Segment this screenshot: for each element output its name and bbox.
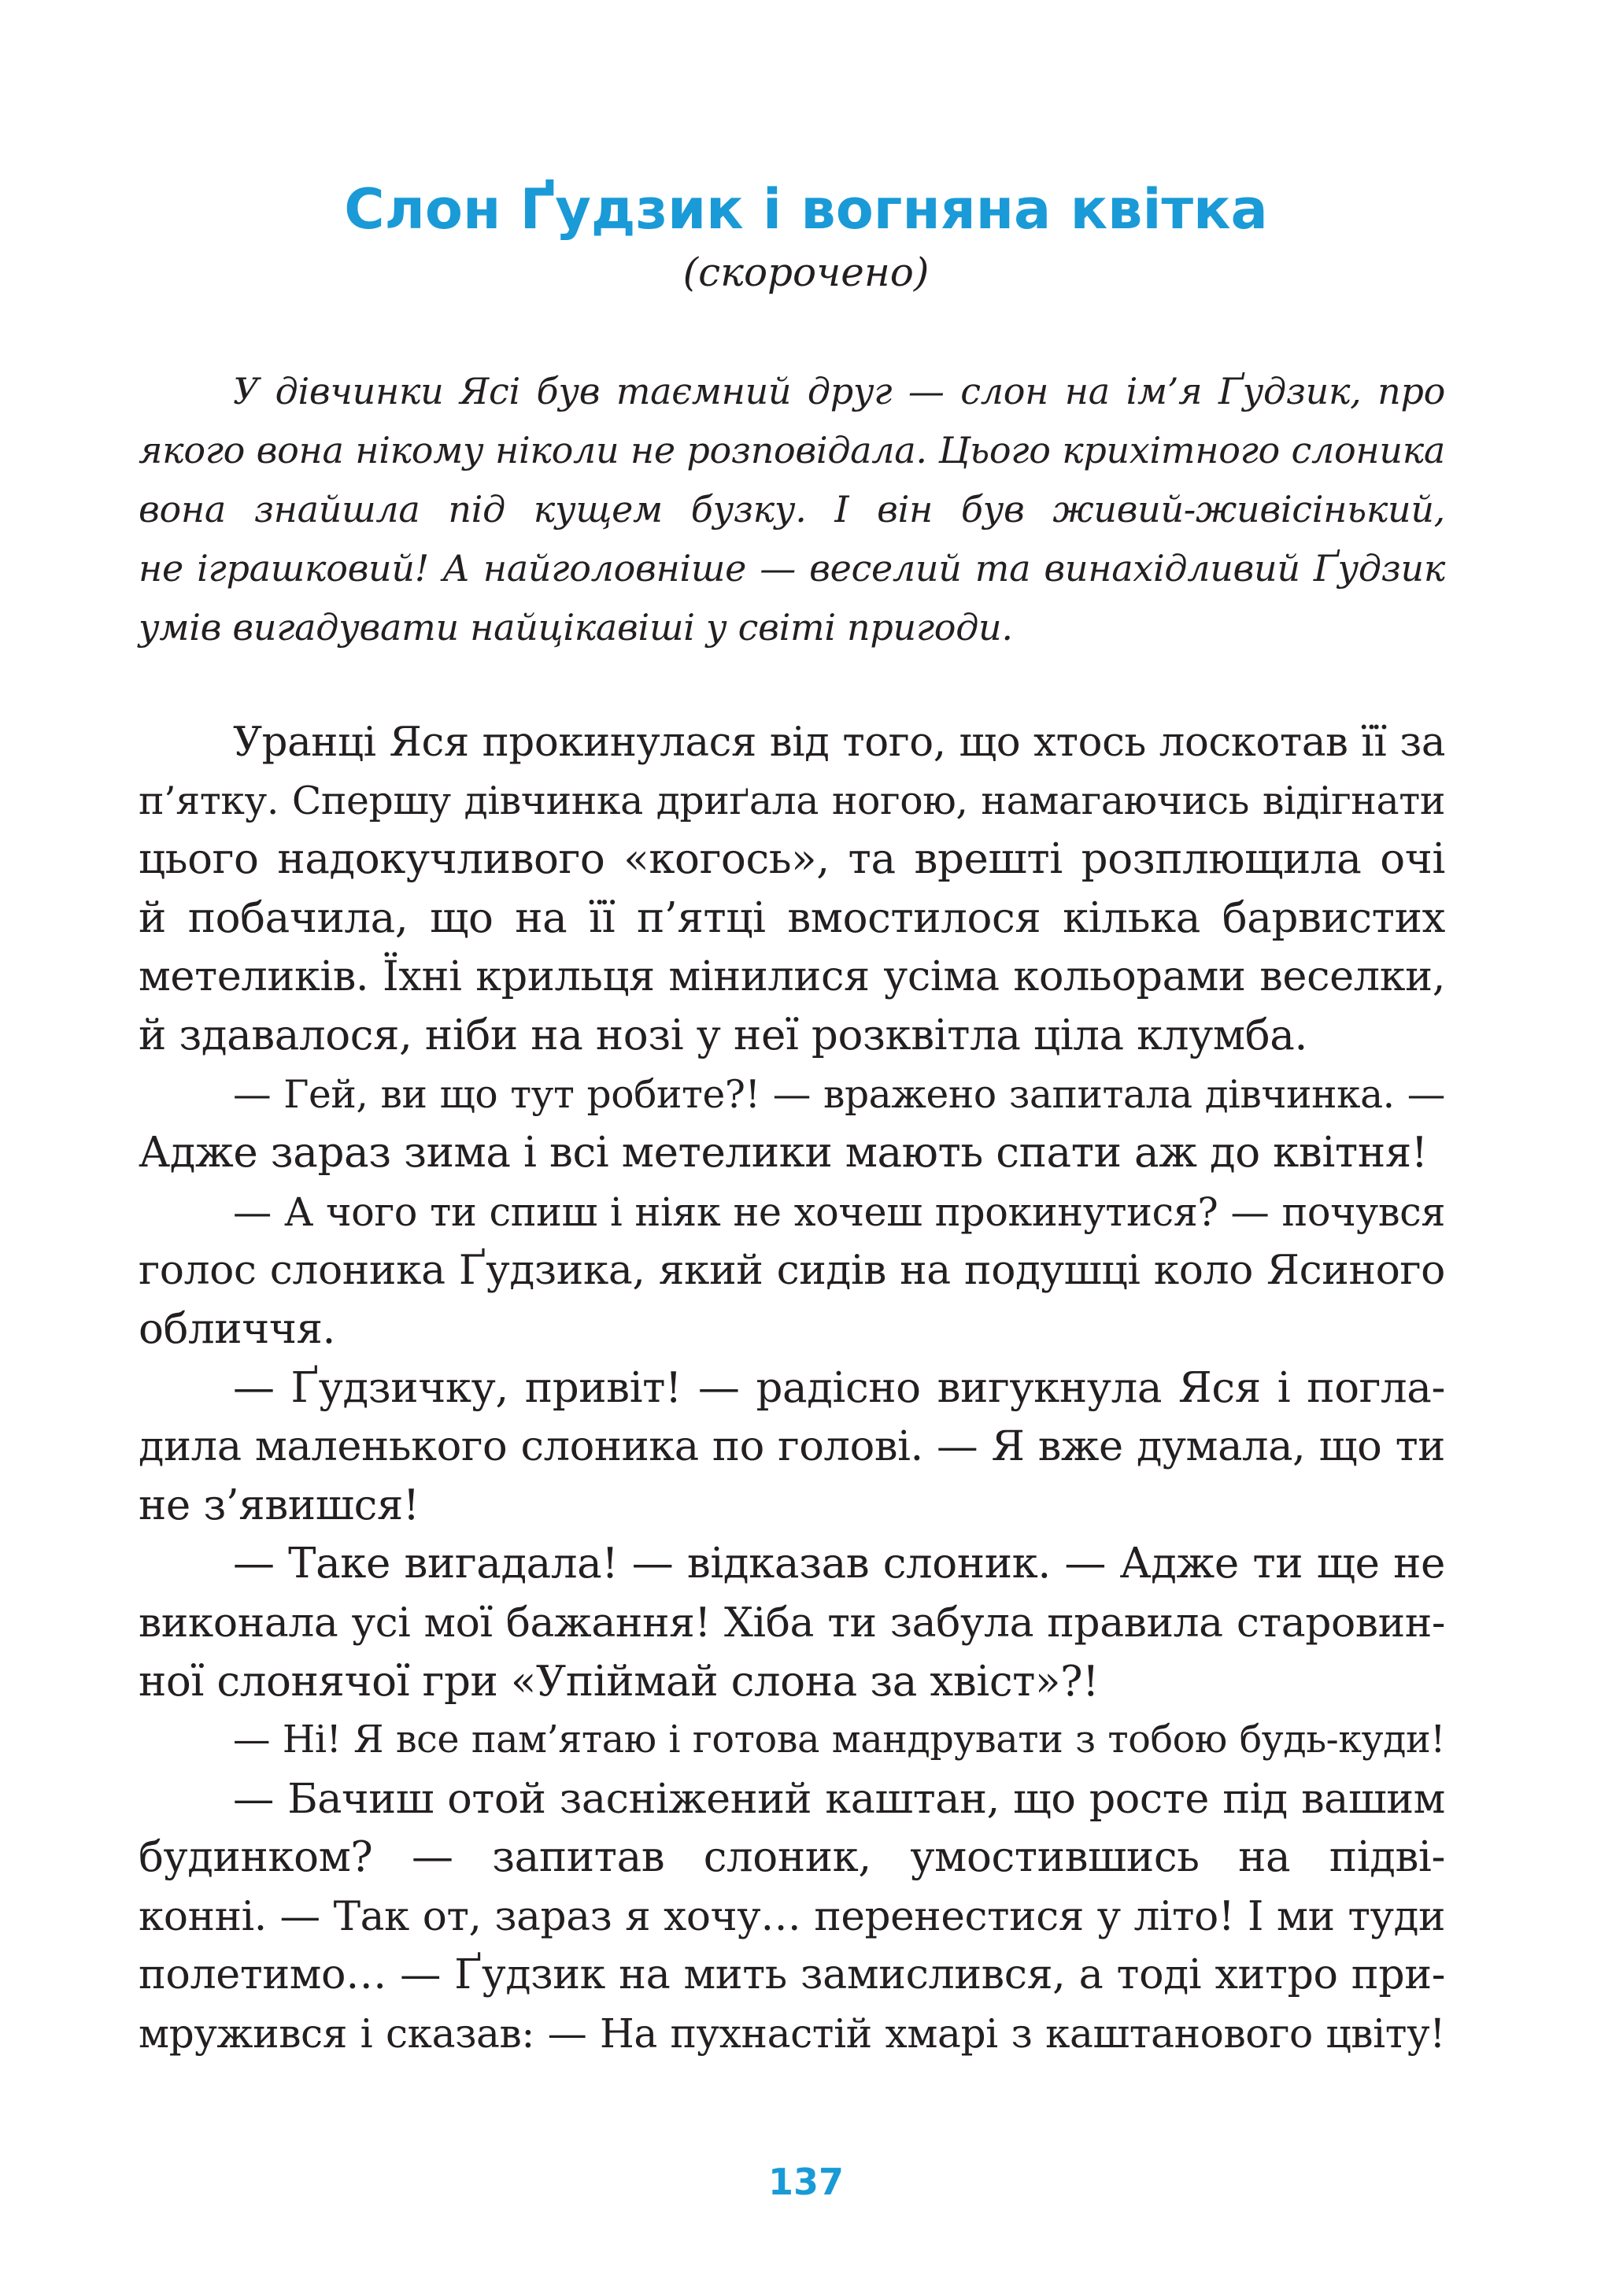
- story-line: цього надокучливого «когось», та врешті розплющила очі: [139, 835, 1445, 884]
- story-line: й здавалося, ніби на нозі у неї розквітла ціла клумба.: [139, 1011, 1307, 1059]
- story-line: голос слоника Ґудзика, який сидів на подушці коло Ясиного: [139, 1247, 1445, 1295]
- story-line: — А чого ти спиш і ніяк не хочеш прокинутися? — почувся: [233, 1189, 1445, 1235]
- story-line: конні. — Так от, зараз я хочу… перенестися у літо! І ми туди: [139, 1892, 1445, 1940]
- story-line: — Ні! Я все пам’ятаю і готова мандрувати з тобою будь-куди!: [233, 1718, 1445, 1762]
- story-text: [139, 713, 1445, 2064]
- story-line: Адже зараз зима і всі метелики мають спати аж до квітня!: [139, 1129, 1428, 1178]
- story-line: й побачила, що на її п’ятці вмостилося кілька барвистих: [139, 893, 1445, 942]
- intro-line: якого вона нікому ніколи не розповідала. Цього крихітного слоника: [139, 429, 1445, 471]
- intro-line: не іграшковий! А найголовніше — веселий та винахідливий Ґудзик: [139, 547, 1445, 590]
- story-line: обличчя.: [139, 1304, 335, 1353]
- page-number: 137: [767, 2161, 845, 2203]
- story-line: п’ятку. Спершу дівчинка дриґала ногою, намагаючись відігнати: [139, 778, 1445, 823]
- intro-line: умів вигадувати найцікавіші у світі пригоди.: [139, 606, 1013, 649]
- story-line: дила маленького слоника по голові. — Я вже думала, що ти: [139, 1422, 1445, 1471]
- intro-line: вона знайшла під кущем бузку. І він був живий-живісінький,: [139, 488, 1445, 531]
- story-line: полетимо… — Ґудзик на мить замислився, а тоді хитро при-: [139, 1950, 1445, 1999]
- story-line: виконала усі мої бажання! Хіба ти забула правила старовин-: [139, 1599, 1445, 1647]
- intro-paragraph: [139, 362, 1445, 657]
- story-line: — Бачиш отой засніжений каштан, що росте під вашим: [233, 1774, 1445, 1823]
- story-line: — Гей, ви що тут робите?! — вражено запитала дівчинка. —: [233, 1072, 1445, 1117]
- story-line: Уранці Яся прокинулася від того, що хтось лоскотав її за: [233, 719, 1445, 766]
- story-line: — Таке вигадала! — відказав слоник. — Адже ти ще не: [233, 1540, 1445, 1588]
- story-subtitle: (скорочено): [682, 250, 930, 295]
- story-line: метеликів. Їхні крильця мінилися усіма кольорами веселки,: [139, 952, 1445, 1001]
- story-line: не з’явишся!: [139, 1481, 420, 1529]
- intro-line: У дівчинки Ясі був таємний друг — слон на ім’я Ґудзик, про: [233, 370, 1445, 412]
- story-line: — Ґудзичку, привіт! — радісно вигукнула Яся і погла-: [233, 1363, 1445, 1412]
- story-line: мружився і сказав: — На пухнастій хмарі з каштанового цвіту!: [139, 2010, 1445, 2058]
- story-title: Слон Ґудзик і вогняна квітка: [344, 177, 1268, 242]
- story-line: будинком? — запитав слоник, умостившись на підві-: [139, 1833, 1445, 1882]
- story-line: ної слонячої гри «Упіймай слона за хвіст»?!: [139, 1657, 1099, 1706]
